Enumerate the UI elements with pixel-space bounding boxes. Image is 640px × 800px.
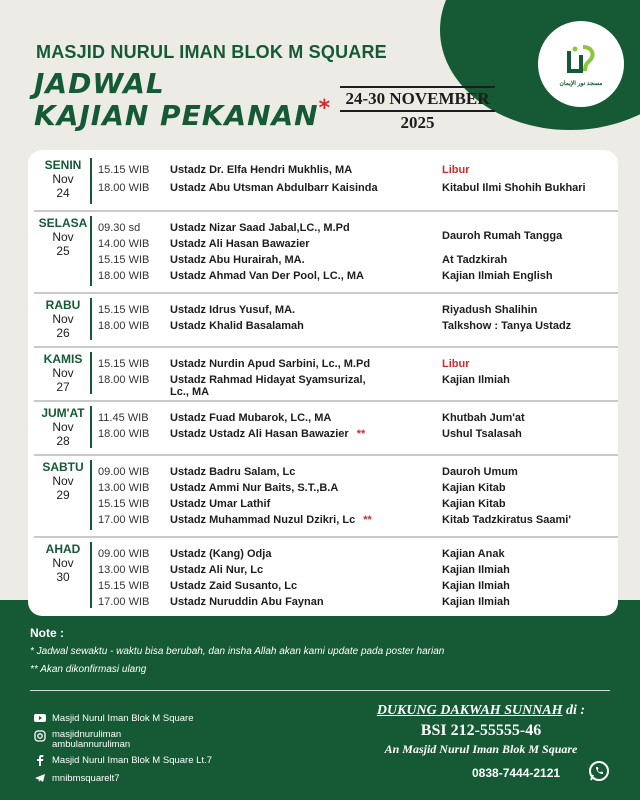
session-time: 15.15 WIB	[98, 254, 150, 266]
support-title-main: DUKUNG DAKWAH SUNNAH	[376, 703, 563, 718]
day-month: Nov	[52, 556, 74, 570]
instagram-icon	[34, 730, 46, 742]
speaker-name	[170, 496, 435, 512]
title-line1: JADWAL	[34, 67, 165, 100]
speaker-text: Lc., MA	[170, 386, 210, 398]
session-time: 09.00 WIB	[98, 548, 150, 560]
support-title	[346, 703, 616, 719]
youtube-icon	[34, 712, 46, 724]
schedule-row	[98, 480, 618, 496]
schedule-row	[98, 318, 618, 334]
speaker-name	[170, 480, 435, 496]
speaker-name	[170, 426, 435, 442]
session-time: 14.00 WIB	[98, 238, 150, 250]
schedule-row	[98, 230, 618, 252]
session-topic: Libur	[442, 358, 470, 370]
speaker-name	[170, 512, 435, 528]
session-topic: Kajian Ilmiah English	[442, 270, 553, 282]
speaker-name	[170, 578, 435, 594]
note-line-1: * Jadwal sewaktu - waktu bisa berubah, dan insha Allah akan kami update pada poster harian	[30, 646, 445, 657]
day-divider-line	[90, 460, 92, 530]
session-topic: Kajian Ilmiah	[442, 596, 510, 608]
speaker-text: Ustadz Idrus Yusuf, MA.	[170, 304, 296, 316]
schedule-row	[98, 578, 618, 594]
day-divider-line	[90, 158, 92, 204]
day-name: JUM'AT	[41, 406, 85, 420]
speaker-name	[170, 318, 435, 334]
schedule-card	[28, 150, 618, 616]
speaker-name	[170, 464, 435, 480]
schedule-row	[98, 356, 618, 372]
session-time: 13.00 WIB	[98, 564, 150, 576]
speaker-text: Ustadz Abu Utsman Abdulbarr Kaisinda	[170, 182, 378, 194]
page-title	[34, 68, 331, 135]
day-date: 30	[56, 570, 70, 584]
session-time: 09.30 sd	[98, 222, 141, 234]
day-month: Nov	[52, 312, 74, 326]
session-time: 18.00 WIB	[98, 270, 150, 282]
day-divider-line	[90, 352, 92, 394]
youtube-link[interactable]	[34, 712, 194, 724]
speaker-text: Ustadz Ahmad Van Der Pool, LC., MA	[170, 270, 364, 282]
session-topic: Kitab Tadzkiratus Saami'	[442, 514, 571, 526]
schedule-row	[98, 496, 618, 512]
session-topic: Riyadush Shalihin	[442, 304, 538, 316]
session-time: 18.00 WIB	[98, 182, 150, 194]
speaker-name	[170, 356, 435, 372]
speaker-text: Ustadz Umar Lathif	[170, 498, 271, 510]
session-topic: Kajian Kitab	[442, 498, 506, 510]
day-divider-line	[90, 542, 92, 608]
day-separator	[34, 536, 618, 538]
speaker-text: Ustadz Fuad Mubarok, LC., MA	[170, 412, 332, 424]
instagram-link[interactable]	[34, 730, 130, 750]
speaker-name	[170, 384, 435, 400]
speaker-text: Ustadz Muhammad Nuzul Dzikri, Lc	[170, 514, 356, 526]
day-separator	[34, 454, 618, 456]
logo-text: مسجد نور الإيمان	[559, 80, 603, 87]
schedule-row	[98, 268, 618, 284]
telegram-link[interactable]	[34, 772, 120, 784]
session-topic: Kajian Anak	[442, 548, 505, 560]
speaker-text: Ustadz Zaid Susanto, Lc	[170, 580, 298, 592]
session-time: 15.15 WIB	[98, 164, 150, 176]
day-divider-line	[90, 406, 92, 448]
day-date: 25	[56, 244, 70, 258]
facebook-icon	[34, 754, 46, 766]
session-time: 18.00 WIB	[98, 374, 150, 386]
session-topic: At Tadzkirah	[442, 254, 508, 266]
day-separator	[34, 292, 618, 294]
day-label	[34, 406, 92, 448]
session-time: 15.15 WIB	[98, 580, 150, 592]
day-name: RABU	[45, 298, 81, 312]
session-time: 15.15 WIB	[98, 358, 150, 370]
speaker-name	[170, 594, 435, 610]
masjid-logo	[535, 18, 627, 110]
day-label	[34, 298, 92, 340]
speaker-name	[170, 562, 435, 578]
speaker-text: Ustadz Abu Hurairah, MA.	[170, 254, 305, 266]
day-separator	[34, 400, 618, 402]
masjid-name: MASJID NURUL IMAN BLOK M SQUARE	[36, 42, 387, 62]
session-time: 13.00 WIB	[98, 482, 150, 494]
session-topic: Kajian Ilmiah	[442, 580, 510, 592]
session-topic: Kajian Ilmiah	[442, 564, 510, 576]
day-label	[34, 542, 92, 584]
speaker-name	[170, 252, 435, 268]
instagram-label-1: masjidnuruliman	[52, 729, 122, 740]
session-topic: Ushul Tsalasah	[442, 428, 522, 440]
speaker-name	[170, 162, 435, 178]
session-time: 18.00 WIB	[98, 428, 150, 440]
speaker-text: Ustadz Ammi Nur Baits, S.T.,B.A	[170, 482, 339, 494]
day-date: 26	[56, 326, 70, 340]
title-asterisk: *	[318, 96, 332, 121]
session-time: 09.00 WIB	[98, 466, 150, 478]
day-divider-line	[90, 216, 92, 286]
day-divider-line	[90, 298, 92, 340]
facebook-label: Masjid Nurul Iman Blok M Square Lt.7	[52, 754, 212, 766]
day-separator	[34, 210, 618, 212]
speaker-text: Ustadz Rahmad Hidayat Syamsurizal,	[170, 374, 366, 386]
note-line-2: ** Akan dikonfirmasi ulang	[30, 664, 147, 675]
schedule-row	[98, 162, 618, 178]
speaker-name	[170, 220, 435, 236]
date-line1: 24-30 NOVEMBER	[340, 88, 495, 112]
schedule-row	[98, 302, 618, 318]
telegram-icon	[34, 772, 46, 784]
day-name: SABTU	[42, 460, 84, 474]
session-time: 17.00 WIB	[98, 596, 150, 608]
bank-account: BSI 212-55555-46	[420, 722, 542, 739]
date-range	[340, 86, 495, 134]
day-date: 28	[56, 434, 70, 448]
schedule-row	[98, 562, 618, 578]
confirm-marker: **	[356, 428, 366, 440]
title-line2: KAJIAN PEKANAN	[34, 99, 319, 132]
speaker-name	[170, 236, 435, 252]
session-topic: Dauroh Rumah Tangga	[442, 230, 563, 242]
day-name: KAMIS	[43, 352, 83, 366]
day-month: Nov	[52, 366, 74, 380]
day-name: SELASA	[38, 216, 88, 230]
speaker-name	[170, 302, 435, 318]
schedule-row	[98, 426, 618, 442]
session-time: 17.00 WIB	[98, 514, 150, 526]
speaker-text: Ustadz Khalid Basalamah	[170, 320, 304, 332]
session-time: 11.45 WIB	[98, 412, 149, 424]
speaker-name	[170, 410, 435, 426]
phone-number[interactable]: 0838-7444-2121	[472, 766, 561, 780]
session-time: 15.15 WIB	[98, 304, 150, 316]
day-month: Nov	[52, 420, 74, 434]
day-name: SENIN	[44, 158, 82, 172]
date-line2: 2025	[400, 113, 435, 132]
day-date: 29	[56, 488, 70, 502]
schedule-row	[98, 180, 618, 196]
footer-divider	[30, 690, 610, 691]
support-title-suffix: di :	[562, 703, 586, 718]
schedule-row	[98, 546, 618, 562]
schedule-row	[98, 594, 618, 610]
speaker-text: Ustadz Nurdin Apud Sarbini, Lc., M.Pd	[170, 358, 371, 370]
youtube-label: Masjid Nurul Iman Blok M Square	[52, 712, 194, 724]
logo-icon	[561, 41, 601, 81]
day-label	[34, 158, 92, 200]
session-time: 18.00 WIB	[98, 320, 150, 332]
day-label	[34, 460, 92, 502]
speaker-text: Ustadz (Kang) Odja	[170, 548, 272, 560]
day-date: 24	[56, 186, 70, 200]
schedule-row	[98, 512, 618, 528]
session-topic: Kajian Ilmiah	[442, 374, 510, 386]
speaker-name	[170, 546, 435, 562]
session-topic: Dauroh Umum	[442, 466, 518, 478]
schedule-row	[98, 252, 618, 268]
day-month: Nov	[52, 172, 74, 186]
day-separator	[34, 346, 618, 348]
speaker-name	[170, 180, 435, 196]
speaker-text: Ustadz Dr. Elfa Hendri Mukhlis, MA	[170, 164, 353, 176]
session-time: 15.15 WIB	[98, 498, 150, 510]
day-name: AHAD	[45, 542, 81, 556]
schedule-row	[98, 384, 618, 400]
day-label	[34, 216, 92, 258]
bank-account-name: An Masjid Nurul Iman Blok M Square	[384, 742, 578, 756]
schedule-row	[98, 410, 618, 426]
day-month: Nov	[52, 230, 74, 244]
speaker-text: Ustadz Ali Hasan Bawazier	[170, 238, 310, 250]
session-topic: Talkshow : Tanya Ustadz	[442, 320, 572, 332]
session-topic: Khutbah Jum'at	[442, 412, 525, 424]
day-date: 27	[56, 380, 70, 394]
speaker-text: Ustadz Nuruddin Abu Faynan	[170, 596, 324, 608]
speaker-text: Ustadz Badru Salam, Lc	[170, 466, 296, 478]
speaker-text: Ustadz Ustadz Ali Hasan Bawazier	[170, 428, 349, 440]
day-month: Nov	[52, 474, 74, 488]
day-label	[34, 352, 92, 394]
session-topic: Libur	[442, 164, 470, 176]
note-title: Note :	[30, 626, 64, 640]
session-topic: Kitabul Ilmi Shohih Bukhari	[442, 182, 586, 194]
session-topic: Kajian Kitab	[442, 482, 506, 494]
confirm-marker: **	[363, 514, 372, 526]
speaker-text: Ustadz Nizar Saad Jabal,LC., M.Pd	[170, 222, 350, 234]
instagram-label-2: ambulannuruliman	[52, 739, 131, 750]
speaker-name	[170, 268, 435, 284]
facebook-link[interactable]	[34, 754, 212, 766]
whatsapp-icon[interactable]	[588, 760, 610, 782]
telegram-label: mnibmsquarelt7	[52, 772, 120, 784]
speaker-text: Ustadz Ali Nur, Lc	[170, 564, 264, 576]
schedule-row	[98, 464, 618, 480]
